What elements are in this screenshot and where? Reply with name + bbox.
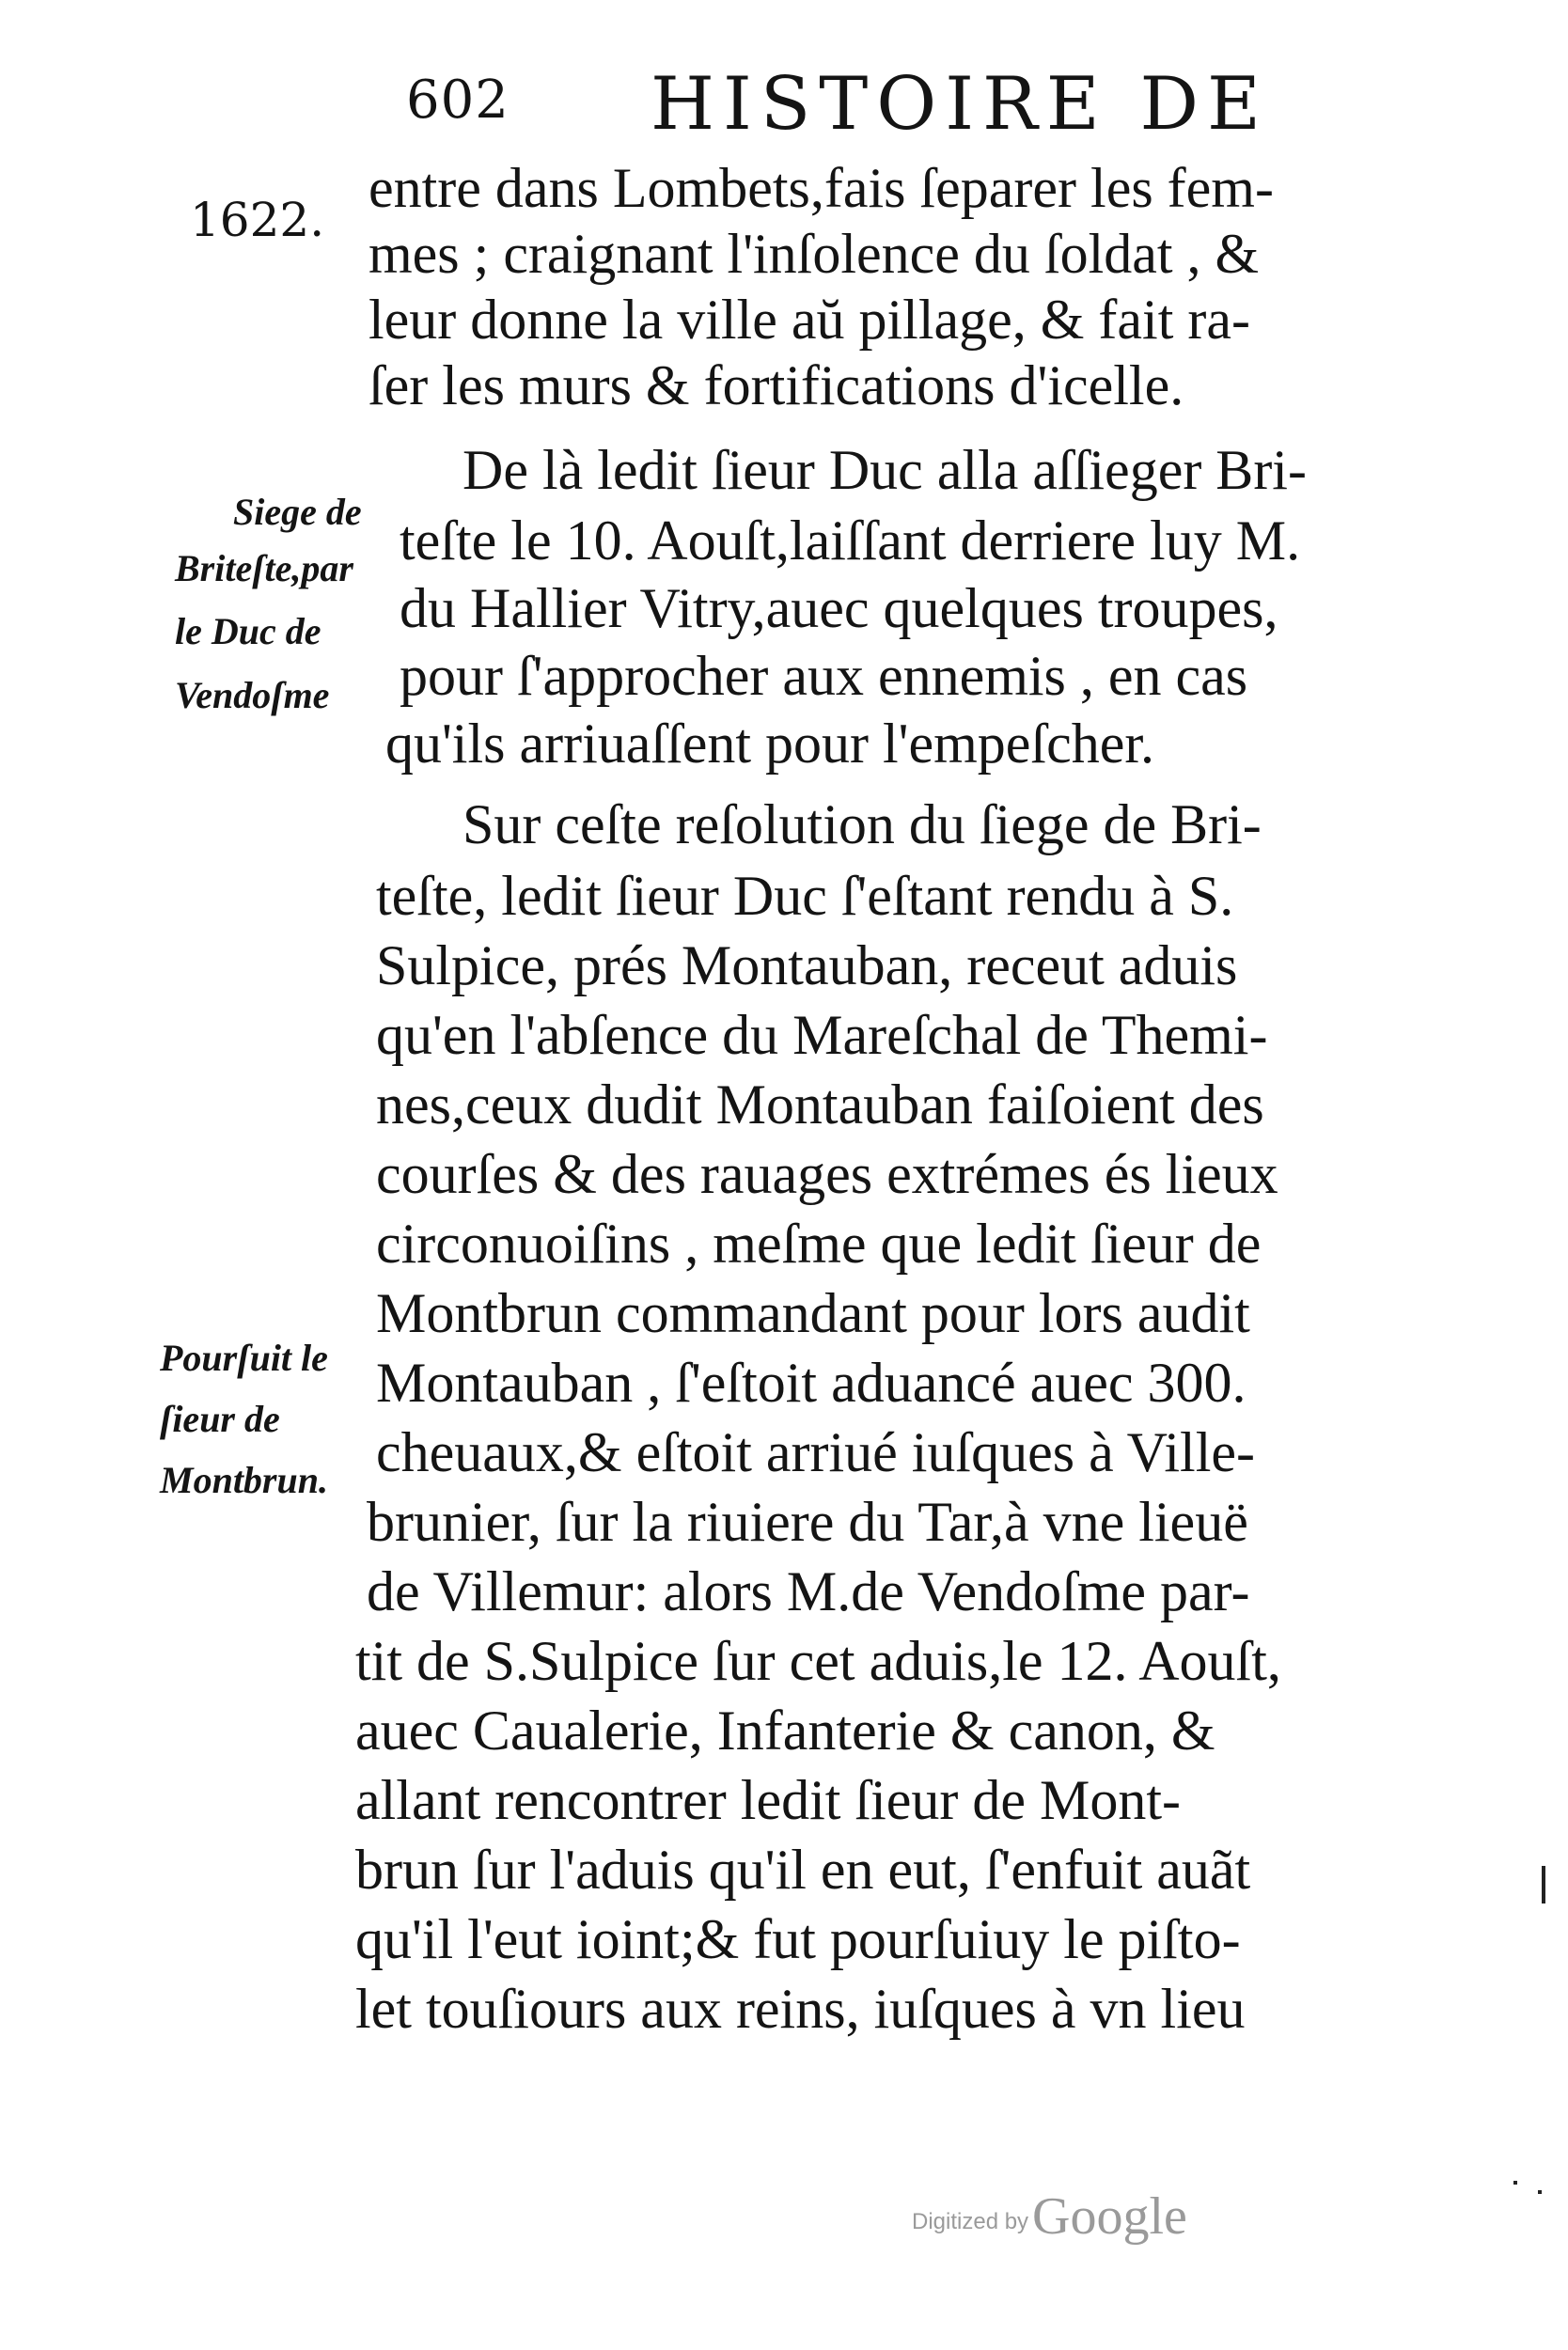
- body-line-11: teſte, ledit ſieur Duc ſ'eſtant rendu à S.: [376, 865, 1234, 927]
- body-line-13: qu'en l'abſence du Mareſchal de Themi-: [376, 1004, 1268, 1066]
- body-line-4: ſer les murs & fortifications d'icelle.: [368, 354, 1184, 416]
- scan-speck: [1513, 2181, 1517, 2185]
- body-line-3: leur donne la ville aŭ pillage, & fait ra-: [368, 289, 1250, 351]
- google-watermark: Google: [1032, 2187, 1187, 2246]
- body-line-5: De là ledit ſieur Duc alla aſſieger Bri-: [463, 439, 1307, 501]
- margin-note-1-line-4: Vendoſme: [175, 674, 330, 716]
- body-line-9: qu'ils arriuaſſent pour l'empeſcher.: [385, 713, 1155, 775]
- body-line-6: teſte le 10. Aouſt,laiſſant derriere luy M.: [400, 509, 1301, 572]
- margin-note-2-line-2: ſieur de: [160, 1398, 280, 1440]
- body-line-20: brunier, ſur la riuiere du Tar,à vne lieuë: [367, 1491, 1248, 1553]
- body-line-18: Montauban , ſ'eſtoit aduancé auec 300.: [376, 1352, 1247, 1414]
- body-line-2: mes ; craignant l'inſolence du ſoldat , &: [368, 223, 1260, 285]
- scan-speck: [1538, 2190, 1542, 2194]
- body-line-7: du Hallier Vitry,auec quelques troupes,: [400, 577, 1278, 639]
- margin-note-2-line-1: Pourſuit le: [160, 1337, 328, 1379]
- margin-note-1-line-1: Siege de: [233, 491, 362, 533]
- body-line-12: Sulpice, prés Montauban, receut aduis: [376, 934, 1238, 996]
- body-line-15: courſes & des rauages extrémes és lieux: [376, 1143, 1278, 1205]
- digitized-label: Digitized by: [912, 2209, 1029, 2234]
- body-line-10: Sur ceſte reſolution du ſiege de Bri-: [463, 793, 1262, 855]
- body-line-17: Montbrun commandant pour lors audit: [376, 1282, 1250, 1344]
- margin-note-1-line-2: Briteſte,par: [175, 547, 353, 589]
- margin-note-2-line-3: Montbrun.: [160, 1459, 328, 1501]
- running-header: HISTOIRE DE: [651, 62, 1269, 147]
- body-line-14: nes,ceux dudit Montauban faiſoient des: [376, 1073, 1264, 1136]
- body-line-27: let touſiours aux reins, iuſques à vn lieu: [355, 1978, 1246, 2040]
- body-line-22: tit de S.Sulpice ſur cet aduis,le 12. Aouſt,: [355, 1630, 1281, 1692]
- body-line-21: de Villemur: alors M.de Vendoſme par-: [367, 1560, 1250, 1622]
- margin-year: 1622.: [190, 193, 325, 247]
- body-line-25: brun ſur l'aduis qu'il en eut, ſ'enfuit auãt: [355, 1839, 1251, 1901]
- body-line-19: cheuaux,& eſtoit arriué iuſques à Ville-: [376, 1421, 1255, 1483]
- body-line-16: circonuoiſins , meſme que ledit ſieur de: [376, 1213, 1262, 1275]
- body-line-23: auec Caualerie, Infanterie & canon, &: [355, 1700, 1215, 1762]
- body-line-1: entre dans Lombets,fais ſeparer les fem-: [368, 157, 1274, 219]
- page-number: 602: [406, 70, 510, 131]
- scan-speck: [1542, 1866, 1545, 1904]
- margin-note-1-line-3: le Duc de: [175, 610, 321, 652]
- body-line-8: pour ſ'approcher aux ennemis , en cas: [400, 645, 1248, 707]
- body-line-26: qu'il l'eut ioint;& fut pourſuiuy le piſto-: [355, 1908, 1241, 1970]
- body-line-24: allant rencontrer ledit ſieur de Mont-: [355, 1769, 1181, 1831]
